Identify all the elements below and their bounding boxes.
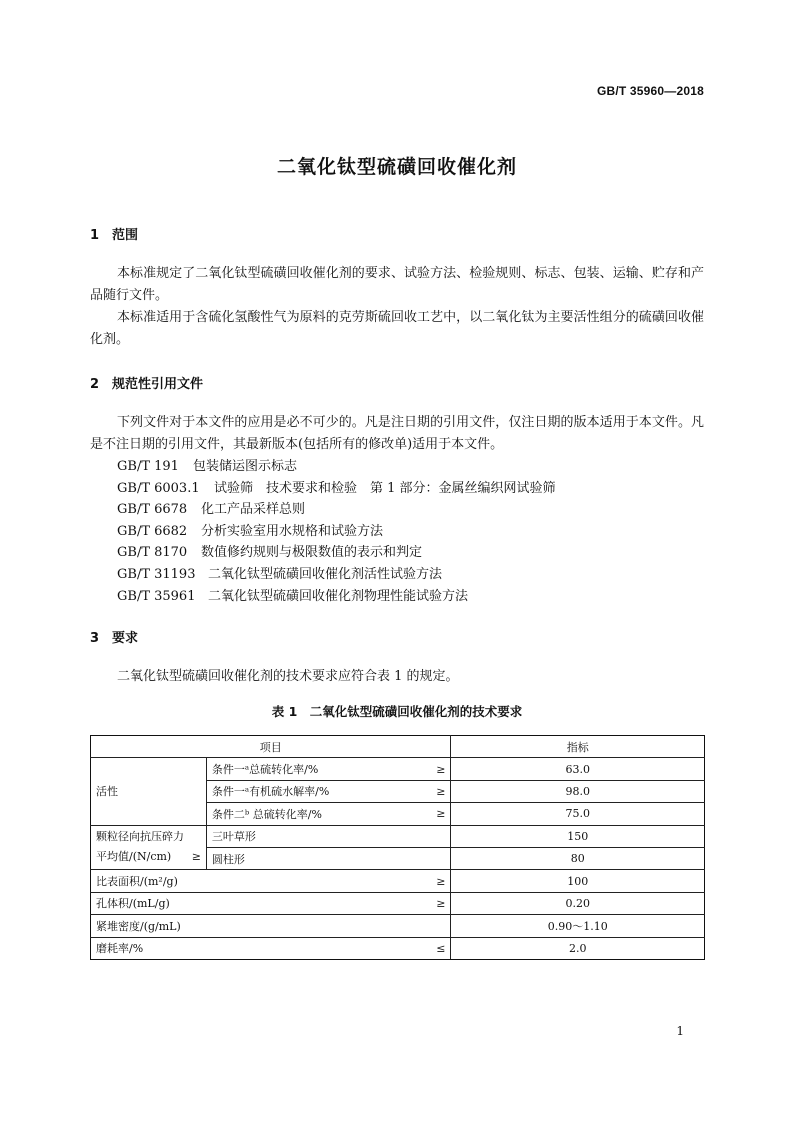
reference-item bbox=[117, 542, 556, 564]
requirements-table bbox=[90, 735, 705, 960]
document-title: 二氧化钛型硫磺回收催化剂 bbox=[276, 156, 517, 178]
page-number: 1 bbox=[676, 1024, 684, 1038]
reference-item bbox=[117, 478, 556, 500]
table-row bbox=[91, 892, 705, 914]
reference-code: GB/T 8170 bbox=[117, 545, 188, 561]
operator: ≥ bbox=[436, 762, 446, 776]
section-3-intro: 二氧化钛型硫磺回收催化剂的技术要求应符合表 1 的规定。 bbox=[117, 669, 459, 684]
item-label: 条件一ᵃ总硫转化率/% bbox=[211, 763, 319, 777]
operator: ≤ bbox=[436, 941, 446, 955]
header-item: 项目 bbox=[91, 736, 451, 758]
item-cell bbox=[91, 915, 451, 937]
reference-code: GB/T 6678 bbox=[117, 502, 188, 518]
value-cell: 150 bbox=[451, 825, 705, 847]
value-cell: 80 bbox=[451, 847, 705, 869]
table-row bbox=[91, 937, 705, 959]
table-caption: 表 1 二氧化钛型硫磺回收催化剂的技术要求 bbox=[271, 704, 523, 719]
item-label: 比表面积/(m²/g) bbox=[96, 875, 178, 889]
reference-title: 包装储运图示标志 bbox=[193, 459, 298, 474]
crush-label-line-2: 平均值/(N/cm) bbox=[96, 850, 172, 864]
value-cell: 75.0 bbox=[451, 803, 705, 825]
operator: ≥ bbox=[436, 874, 446, 888]
section-2-heading bbox=[90, 373, 203, 392]
table-row bbox=[91, 870, 705, 892]
table-row bbox=[91, 758, 705, 780]
item-cell bbox=[91, 892, 451, 914]
value-cell: 98.0 bbox=[451, 780, 705, 802]
item-cell bbox=[206, 780, 451, 802]
item-cell bbox=[206, 758, 451, 780]
item-label: 磨耗率/% bbox=[96, 942, 144, 956]
reference-item bbox=[117, 499, 556, 521]
section-3-heading bbox=[90, 627, 138, 646]
section-title: 规范性引用文件 bbox=[112, 377, 204, 392]
value-cell: 63.0 bbox=[451, 758, 705, 780]
operator: ≥ bbox=[436, 784, 446, 798]
section-title: 范围 bbox=[112, 228, 139, 243]
item-cell bbox=[91, 870, 451, 892]
section-2-intro: 下列文件对于本文件的应用是必不可少的。凡是注日期的引用文件，仅注日期的版本适用于本文件。凡是不注日期的引用文件，其最新版本(包括所有的修改单)适用于本文件。 bbox=[90, 415, 704, 452]
item-cell: 三叶草形 bbox=[206, 825, 451, 847]
value-cell: 0.20 bbox=[451, 892, 705, 914]
reference-list bbox=[117, 456, 556, 607]
section-1-paragraph-2: 本标准适用于含硫化氢酸性气为原料的克劳斯硫回收工艺中，以二氧化钛为主要活性组分的硫磺回收催化剂。 bbox=[90, 310, 704, 347]
crush-label-line-1: 颗粒径向抗压碎力 bbox=[96, 830, 184, 844]
table-header-row bbox=[91, 736, 705, 758]
table-row bbox=[91, 825, 705, 847]
item-label: 孔体积/(mL/g) bbox=[96, 897, 170, 911]
crush-label bbox=[91, 825, 207, 870]
reference-title: 二氧化钛型硫磺回收催化剂活性试验方法 bbox=[208, 566, 443, 582]
value-cell: 0.90～1.10 bbox=[451, 915, 705, 937]
reference-item bbox=[117, 564, 556, 586]
reference-code: GB/T 6682 bbox=[117, 523, 188, 539]
section-number: 2 bbox=[90, 377, 100, 392]
item-cell: 圆柱形 bbox=[206, 847, 451, 869]
reference-item bbox=[117, 586, 556, 608]
reference-code: GB/T 31193 bbox=[117, 566, 196, 582]
reference-title: 二氧化钛型硫磺回收催化剂物理性能试验方法 bbox=[208, 588, 469, 604]
reference-code: GB/T 191 bbox=[117, 459, 179, 474]
reference-title: 化工产品采样总则 bbox=[201, 502, 306, 518]
operator: ≥ bbox=[191, 850, 201, 864]
activity-label: 活性 bbox=[91, 758, 207, 825]
header-value: 指标 bbox=[451, 736, 705, 758]
value-cell: 100 bbox=[451, 870, 705, 892]
item-label: 条件二ᵇ 总硫转化率/% bbox=[211, 807, 322, 821]
item-cell bbox=[206, 803, 451, 825]
reference-title: 分析实验室用水规格和试验方法 bbox=[201, 523, 384, 539]
section-1-paragraph-1: 本标准规定了二氧化钛型硫磺回收催化剂的要求、试验方法、检验规则、标志、包装、运输、贮存和产品随行文件。 bbox=[90, 266, 704, 303]
value-cell: 2.0 bbox=[451, 937, 705, 959]
reference-code: GB/T 6003.1 bbox=[117, 480, 200, 496]
section-number: 3 bbox=[90, 631, 100, 646]
table-row bbox=[91, 915, 705, 937]
reference-item bbox=[117, 521, 556, 543]
section-number: 1 bbox=[90, 228, 100, 243]
section-title: 要求 bbox=[112, 631, 139, 646]
standard-code: GB/T 35960—2018 bbox=[596, 84, 704, 98]
operator: ≥ bbox=[436, 807, 446, 821]
reference-code: GB/T 35961 bbox=[117, 588, 196, 604]
operator: ≥ bbox=[436, 896, 446, 910]
reference-title: 数值修约规则与极限数值的表示和判定 bbox=[201, 545, 423, 561]
item-label: 条件一ᵃ有机硫水解率/% bbox=[211, 785, 330, 799]
section-1-heading bbox=[90, 224, 138, 243]
item-label: 紧堆密度/(g/mL) bbox=[96, 919, 181, 933]
item-cell bbox=[91, 937, 451, 959]
reference-item bbox=[117, 456, 556, 478]
reference-title: 试验筛 技术要求和检验 第 1 部分：金属丝编织网试验筛 bbox=[214, 480, 556, 496]
